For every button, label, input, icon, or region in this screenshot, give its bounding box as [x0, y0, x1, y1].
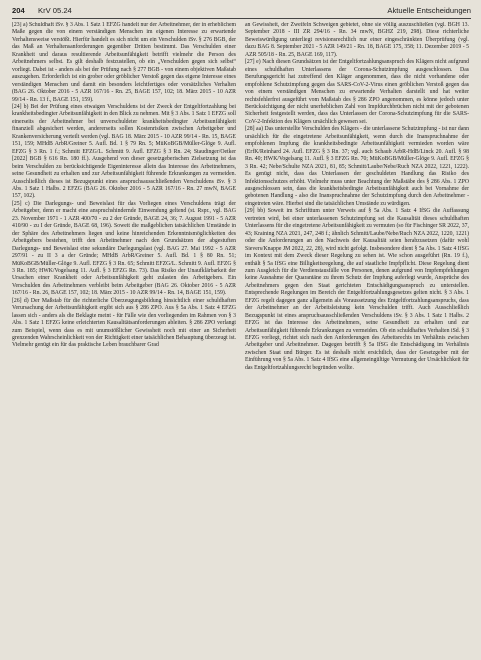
paragraph-27: [27] e) Nach diesen Grundsätzen ist der Entgeltfortzahlungsanspruch des Klägers nicht aufgrund eines schuldhaften Unterlassens der Corona-Schutzimpfung ausgeschlossen. Das Berufungsgericht hat zutreffend den Kläger angenommen, dass die nicht vorhandene oder empfohlene Schutzimpfung gegen das SARS-CoV-2-Virus einen gröblichen Verstoß gegen das von einem verständigen Menschen zu erwartende Verhalten darstellt und hat weiter rechtsfehlerfrei ausgeführt vom Maßstab des § 286 ZPO angenommen, es könne jedoch unter Berücksichtigung der nicht unerheblichen Zahl von Impfdurchbrüchen nicht mit der gebotenen Sicherheit festgestellt werden, dass das Unterlassen der Corona-Schutzimpfung für die SARS-CoV-2-Infektion des Klägers ursächlich gewesen sei.	[245, 59, 469, 125]
paragraph-23: [23] a) Schuldhaft iSv. § 3 Abs. 1 Satz 1 EFZG handelt nur der Arbeitnehmer, der in erheblichem Maße gegen die von einem verständigen Menschen im eigenen Interesse zu erwartende Verhaltensweise verstößt. Hierfür handelt es sich nicht um ein Verschulden iSv. § 276 BGB, der das Maß an Verhaltensanforderungen gegenüber Dritten bestimmt. Das Verschulden einer Krankheit und daraus resultierende Arbeitsunfähigkeit betrifft vielmehr die Person des Arbeitnehmers selbst. Es gilt deshalb festzustellen, ob ein „Verschulden gegen sich selbst“ vorliegt. Dabei ist - anders als bei der Prüfung nach § 277 BGB - von einem objektiven Maßstab auszugehen. Erforderlich ist ein grober oder gröblicher Verstoß gegen das eigene Interesse eines verständigen Menschen und damit ein besonders leichtfertiges oder vorsätzliches Verhalten (BAG 26. Oktober 2016 - 5 AZR 167/16 - Rn. 25, BAGE 157, 102; 18. März 2015 - 10 AZR 99/14 - Rn. 13 f., BAGE 151, 159).	[12, 22, 236, 103]
paragraph-25: [25] c) Die Darlegungs- und Beweislast für das Vorliegen eines Verschuldens trägt der Arbeitgeber, denn er macht eine anspruchshindernde Einwendung geltend (st. Rspr., vgl. BAG 23. November 1971 - 1 AZR 400/70 - zu 2 der Gründe, BAGE 24, 36; 7. August 1991 - 5 AZR 410/90 - zu I der Gründe, BAGE 68, 196). Soweit die maßgeblichen tatsächlichen Umstände in der Sphäre des Arbeitnehmers liegen und keine hinreichenden Erkenntnismöglichkeiten des Arbeitgebers bestehen, trifft den Arbeitnehmer nach den Grundsätzen der abgestuften Darlegungs- und Beweislast eine sekundäre Darlegungslast (vgl. BAG 27. Mai 1992 - 5 AZR 297/91 - zu II 3 a der Gründe; MHdB ArbR/Greiner 5. Aufl. Bd. 1 § 80 Rn. 51; MüKoBGB/Müller-Glöge 9. Aufl. EFZG § 3 Rn. 65; Schmitt EFZG/L. Schmitt 9. Aufl. EFZG § 3 Rn. 185; HWK/Vogelsang 11. Aufl. § 3 EFZG Rn. 73). Das Risiko der Unaufklärbarkeit der Ursachen einer Krankheit oder Arbeitsunfähigkeit geht zulasten des Arbeitgebers. Ein Verschulden des Arbeitnehmers verbleibt beim Arbeitgeber (BAG 26. Oktober 2016 - 5 AZR 167/16 - Rn. 26, BAGE 157, 102; 18. März 2015 - 10 AZR 99/14 - Rn. 14, BAGE 151, 159).	[12, 200, 236, 297]
page-header	[12, 5, 471, 17]
paragraph-28: [28] aa) Das unterstellte Verschulden des Klägers - die unterlassene Schutzimpfung - ist nur dann ursächlich für die eingetretene Arbeitsunfähigkeit, wenn durch die Inanspruchnahme der empfohlenen Impfung die krankheitsbedingte Arbeitsunfähigkeit vermieden worden wäre (ErfK/Reinhard 24. Aufl. EFZG § 3 Rn. 37; vgl. auch Schaub ArbR-HdB/Linck 20. Aufl. § 98 Rn. 40; HWK/Vogelsang 11. Aufl. § 3 EFZG Rn. 70; MüKoBGB/Müller-Glöge 9. Aufl. EFZG § 3 Rn. 42; Nebe/Schulte NZA 2021, 81, 85; Schmitt/Laube/Nebe/Ruch NZA 2022, 1221, 1222). Es genügt nicht, dass das Unterlassen der geschuldeten Handlung das Risiko des Infektionsschutzes erhöht. Vielmehr muss unter Beachtung der Maßstäbe des § 286 Abs. 1 ZPO ausgeschlossen sein, dass die krankheitsbedingte Arbeitsunfähigkeit auch bei Vornahme der gebotenen Handlung - also die Inanspruchnahme der Schutzimpfung durch den Arbeitnehmer - eingetreten wäre. Hierbei sind die tatsächlichen Umstände zu würdigen.	[245, 126, 469, 207]
right-column	[245, 22, 469, 650]
paragraph-29: [29] bb) Soweit im Schrifttum unter Verweis auf § 5a Abs. 1 Satz 4 IfSG die Auffassung vertreten wird, bei einer unterlassenen Schutzimpfung sei die Kausalität dieses schuldhaften Unterlassens für die eingetretene Arbeitsunfähigkeit zu vermuten (so für Fischinger SR 2022, 37, 43; Kraining NZA 2021, 247, 248 f.; ähnlich Schmitt/Laube/Nebe/Ruch NZA 2022, 1220, 1221) oder die Anforderungen an den Nachweis der Kausalität seien herabzusetzen (dafür wohl Sievers/Knappe JM 2022, 22, 28), wird nicht gefolgt. Insbesondere dient § 5a Abs. 1 Satz 4 IfSG im Kontext mit dem Zweck dieser Regelung zu sehen ist. Wie schon ausgeführt (Rn. 19 f.), enthält § 5a IfSG eine Billigkeitsregelung, die auf staatliche Impfpflicht. Diese Regelung dient zum Ausgleich für die Verdienstausfälle von Personen, denen aufgrund von Impfempfehlungen keine Ausnahme der Quarantäne zu ihrem Schutz der Impfung auferlegt wurde, Ansprüche des Arbeitnehmers gegen den Staat gerichteten Entschädigungsanspruch zu unterstellen. Entsprechende Regelungen im Bereich der Entgeltfortzahlungsgesetzes gelten nicht. § 3 Abs. 1 EFZG regelt dagegen ganz allgemein als Voraussetzung des Entgeltfortzahlungsanspruchs, dass der Arbeitnehmer an der Arbeitsleistung kein Verschulden trifft. Auch Ausschließlich Bezugspunkt ist eines anspruchsausschließenden Verschuldens iSv. § 3 Abs. 1 Satz 1 Halbs. 2 EFZG ist das Interesse des Arbeitnehmers, seine Gesundheit zu erhalten und zur Arbeitsunfähigkeit führende Erkrankungen zu vermeiden. Ob ein schuldhaftes Verhalten iSd. § 3 EFZG vorliegt, richtet sich nach den Anforderungen des Arbeitsrechts im Verhältnis zwischen Arbeitgeber und Arbeitnehmer. Dagegen betrifft § 5a IfSG die Entschädigung im Verhältnis zwischen Staat und Bürger. Es ist deshalb nicht ersichtlich, dass der Gesetzgeber mit der Einführung von § 5a Abs. 1 Satz 4 IfSG eine allgemeingültige Vermutung der Ursächlichkeit für das Entgeltfortzahlungsrecht begründen wollte.	[245, 208, 469, 371]
left-column	[12, 22, 236, 650]
journal-issue: KrV 05.24	[38, 6, 72, 15]
paragraph-26-continued: an Gewissheit, der Zweifeln Schweigen gebietet, ohne sie völlig auszuschließen (vgl. BGH 13. September 2018 - III ZR 294/16 - Rn. 34 mwN, BGHZ 219, 298). Diese richterliche Beweiswürdigung unterliegt revisionsrechtlich nur einer eingeschränkten Überprüfung (vgl. dazu BAG 8. September 2021 - 5 AZR 149/21 - Rn. 18, BAGE 175, 358; 11. Dezember 2019 - 5 AZR 505/18 - Rn. 25, BAGE 169, 117).	[245, 22, 469, 58]
section-title: Aktuelle Entscheidungen	[387, 6, 471, 15]
header-rule	[12, 18, 471, 19]
page-number: 204	[12, 6, 25, 15]
paragraph-24: [24] b) Bei der Prüfung eines etwaigen Verschuldens ist der Zweck der Entgeltfortzahlung bei krankheitsbedingter Arbeitsunfähigkeit in den Blick zu nehmen. Mit § 3 Abs. 1 Satz 1 EFZG soll einerseits der Arbeitnehmer bei unverschuldeter krankheitsbedingter Arbeitsunfähigkeit finanziell abgesichert werden, andererseits sollen Kostenrisiken zwischen Arbeitgeber und Krankenversicherung verteilt werden (vgl. BAG 18. März 2015 - 10 AZR 99/14 - Rn. 15, BAGE 151, 159; MHdB ArbR/Greiner 5. Aufl. Bd. 1 § 79 Rn. 5; MüKoBGB/Müller-Glöge 9. Aufl. EFZG § 3 Rn. 1 f.; Schmitt EFZG/L. Schmitt 9. Aufl. EFZG § 3 Rn. 24; Staudinger/Oetker [2022] BGB § 616 Rn. 180 ff.). Ausgehend von dieser gesetzgeberischen Zielsetzung ist das beim Verschulden zu berücksichtigende Eigeninteresse allein das Interesse des Arbeitnehmers, seine Gesundheit zu erhalten und zur Arbeitsunfähigkeit führende Erkrankungen zu vermeiden. Ausschließlich dieses ist Bezugspunkt eines anspruchsausschließenden Verschuldens iSv. § 3 Abs. 1 Satz 1 Halbs. 2 EFZG (BAG 26. Oktober 2016 - 5 AZR 167/16 - Rn. 27 mwN, BAGE 157, 102).	[12, 103, 236, 200]
paragraph-26: [26] d) Der Maßstab für die richterliche Überzeugungsbildung hinsichtlich einer schuldhaften Verursachung der Arbeitsunfähigkeit ergibt sich aus § 286 ZPO. Aus § 5a Abs. 1 Satz 4 EFZG lassen sich - anders als die Beklagte meint - für Fälle wie den vorliegenden im Rahmen von § 3 Abs. 1 Satz 1 EFZG keine erleichterten Kausalitätsanforderungen ableiten. § 286 ZPO verlangt zum Beispiel, wenn dass es mit unumstößlicher Gewissheit noch mit einer an Sicherheit grenzenden Wahrscheinlichkeit von der Richtigkeit einer tatsächlichen Behauptung überzeugt ist. Vielmehr genügt ein für das praktische Leben brauchbarer Grad	[12, 297, 236, 349]
